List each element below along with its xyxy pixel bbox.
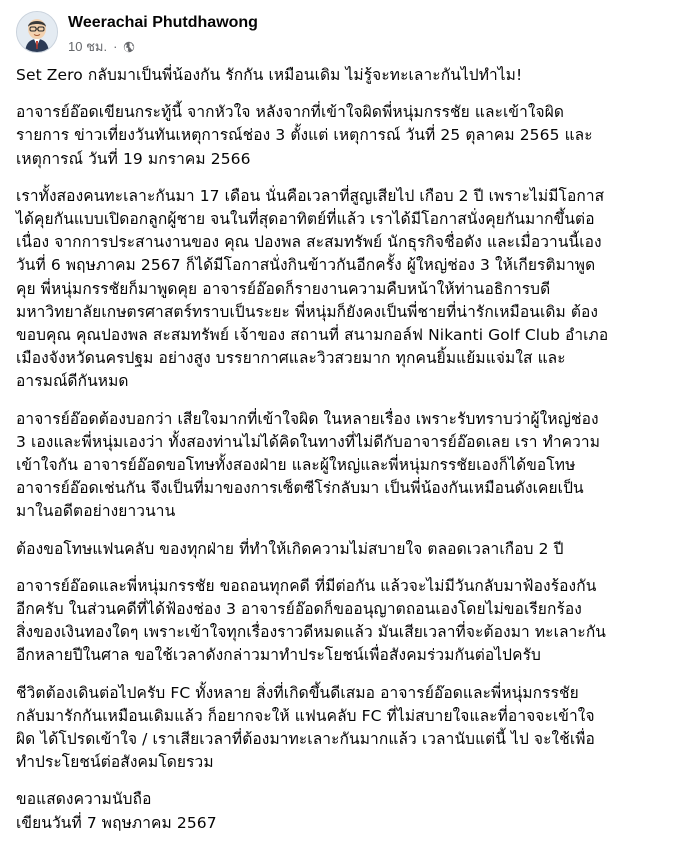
post-text-line: กลับมารักกันเหมือนเดิมแล้ว ก็อยากจะให้ แฟนคลับ FC ที่ไม่สบายใจและที่อาจจะเข้าใจ [16,706,595,725]
post-paragraph [16,64,688,87]
post-text-line: เมืองจังหวัดนครปฐม อย่างสูง บรรยากาศและวิวสวยมาก ทุกคนยิ้มแย้มแจ่มใส และ [16,349,566,368]
post-text-line: เราทั้งสองคนทะเลาะกันมา 17 เดือน นั่นคือเวลาที่สูญเสียไป เกือบ 2 ปี เพราะไม่มีโอกาส [16,186,605,205]
post-text-line: คุย พี่หนุ่มกรรชัยก็มาพูดคุย อาจารย์อ๊อดก็รายงานความคืบหน้าให้ท่านอธิการบดี [16,279,551,298]
post-text-line: อีกหลายปีในศาล ขอใช้เวลาดังกล่าวมาทำประโยชน์เพื่อสังคมร่วมกันต่อไปครับ [16,646,541,665]
globe-icon[interactable] [123,41,135,53]
post-header [16,11,258,57]
post-text-line: สิ่งของเงินทองใดๆ เพราะเข้าใจทุกเรื่องราวดีหมดแล้ว มันเสียเวลาที่จะต้องมา ทะเลาะกัน [16,623,607,642]
post-text-line: มาในอดีตอย่างยาวนาน [16,502,176,521]
post-text-line: วันที่ 6 พฤษภาคม 2567 ก็ได้มีโอกาสนั่งกินข้าวกันอีกครั้ง ผู้ใหญ่ช่อง 3 ให้เกียรติมาพูด [16,256,596,275]
post-paragraph [16,185,688,394]
post-paragraph [16,682,688,775]
post-text-line: เข้าใจกัน อาจารย์อ๊อดขอโทษทั้งสองฝ่าย และผู้ใหญ่และพี่หนุ่มกรรชัยเองก็ได้ขอโทษ [16,456,576,475]
post-text-line: รายการ ข่าวเที่ยงวันทันเหตุการณ์ช่อง 3 ตั้งแต่ เหตุการณ์ วันที่ 25 ตุลาคม 2565 และ [16,126,593,145]
post-text-line: ทำประโยชน์ต่อสังคมโดยรวม [16,753,214,772]
post-text-line: ชีวิตต้องเดินต่อไปครับ FC ทั้งหลาย สิ่งที่เกิดขึ้นดีเสมอ อาจารย์อ๊อดและพี่หนุ่มกรรชัย [16,683,579,702]
author-name[interactable]: Weerachai Phutdhawong [68,14,258,31]
post-paragraph [16,538,688,561]
paragraph-gap [16,774,688,788]
post-text-line: ขอแสดงความนับถือ [16,790,152,809]
post-text-line: อาจารย์อ๊อดและพี่หนุ่มกรรชัย ขอถอนทุกคดี ที่มีต่อกัน แล้วจะไม่มีวันกลับมาฟ้องร้องกัน [16,576,597,595]
post-text-line: อาจารย์อ๊อดเช่นกัน จึงเป็นที่มาของการเซ็ตซีโร่กลับมา เป็นพี่น้องกันเหมือนดังเคยเป็น [16,479,584,498]
author-avatar[interactable] [16,11,58,53]
post-paragraph [16,575,688,668]
post-text-line: ได้คุยกันแบบเปิดอกลูกผู้ชาย จนในที่สุดอาทิตย์ที่แล้ว เราได้มีโอกาสนั่งคุยกันมากขึ้นต่อ [16,210,595,229]
post-text-line: เหตุการณ์ วันที่ 19 มกราคม 2566 [16,149,251,168]
post-text-line: อีกครับ ในส่วนคดีที่ได้ฟ้องช่อง 3 อาจารย์อ๊อดก็ขออนุญาตถอนเองโดยไม่ขอเรียกร้อง [16,600,582,619]
post-paragraph [16,788,688,834]
post-text-line: ผิด ได้โปรดเข้าใจ / เราเสียเวลาที่ต้องมาทะเลาะกันมากแล้ว เวลานับแต่นี้ ไป จะใช้เพื่อ [16,730,595,749]
post-text-line: เนื่อง จากการประสานงานของ คุณ ปองพล สะสมทรัพย์ นักธุรกิจชื่อดัง และเมื่อวานนี้เอง [16,233,602,252]
post-text-line: มหาวิทยาลัยเกษตรศาสตร์ทราบเป็นระยะ พี่หนุ่มก็ยังคงเป็นพี่ชายที่น่ารักเหมือนเดิม ต้อง [16,302,599,321]
post-paragraph [16,101,688,171]
post-meta [68,13,258,57]
post-text-line: 3 เองและพี่หนุ่มเองว่า ทั้งสองท่านไม่ได้คิดในทางที่ไม่ดีกับอาจารย์อ๊อดเลย เรา ทำความ [16,432,601,451]
avatar-illustration [17,12,57,52]
paragraph-gap [16,87,688,101]
paragraph-gap [16,394,688,408]
post-time-row [68,36,258,57]
post-text-line: อารมณ์ดีกันหมด [16,372,129,391]
post-timestamp[interactable]: 10 ชม. [68,39,108,54]
post-paragraph [16,408,688,524]
post-text-line: อาจารย์อ๊อดต้องบอกว่า เสียใจมากที่เข้าใจผิด ในหลายเรื่อง เพราะรับทราบว่าผู้ใหญ่ช่อง [16,409,599,428]
paragraph-gap [16,561,688,575]
meta-separator: · [113,39,118,54]
post-text-line: ต้องขอโทษแฟนคลับ ของทุกฝ่าย ที่ทำให้เกิดความไม่สบายใจ ตลอดเวลาเกือบ 2 ปี [16,539,564,558]
paragraph-gap [16,524,688,538]
post-text-line: Set Zero กลับมาเป็นพี่น้องกัน รักกัน เหมือนเดิม ไม่รู้จะทะเลาะกันไปทำไม! [16,66,523,84]
paragraph-gap [16,668,688,682]
post-text-line: ขอบคุณ คุณปองพล สะสมทรัพย์ เจ้าของ สถานที่ สนามกอล์ฟ Nikanti Golf Club อำเภอ [16,326,609,345]
post-text-line: อาจารย์อ๊อดเขียนกระทู้นี้ จากหัวใจ หลังจากที่เข้าใจผิดพี่หนุ่มกรรชัย และเข้าใจผิด [16,103,565,122]
post-text-line: เขียนวันที่ 7 พฤษภาคม 2567 [16,813,217,832]
post-body [16,64,688,835]
paragraph-gap [16,171,688,185]
